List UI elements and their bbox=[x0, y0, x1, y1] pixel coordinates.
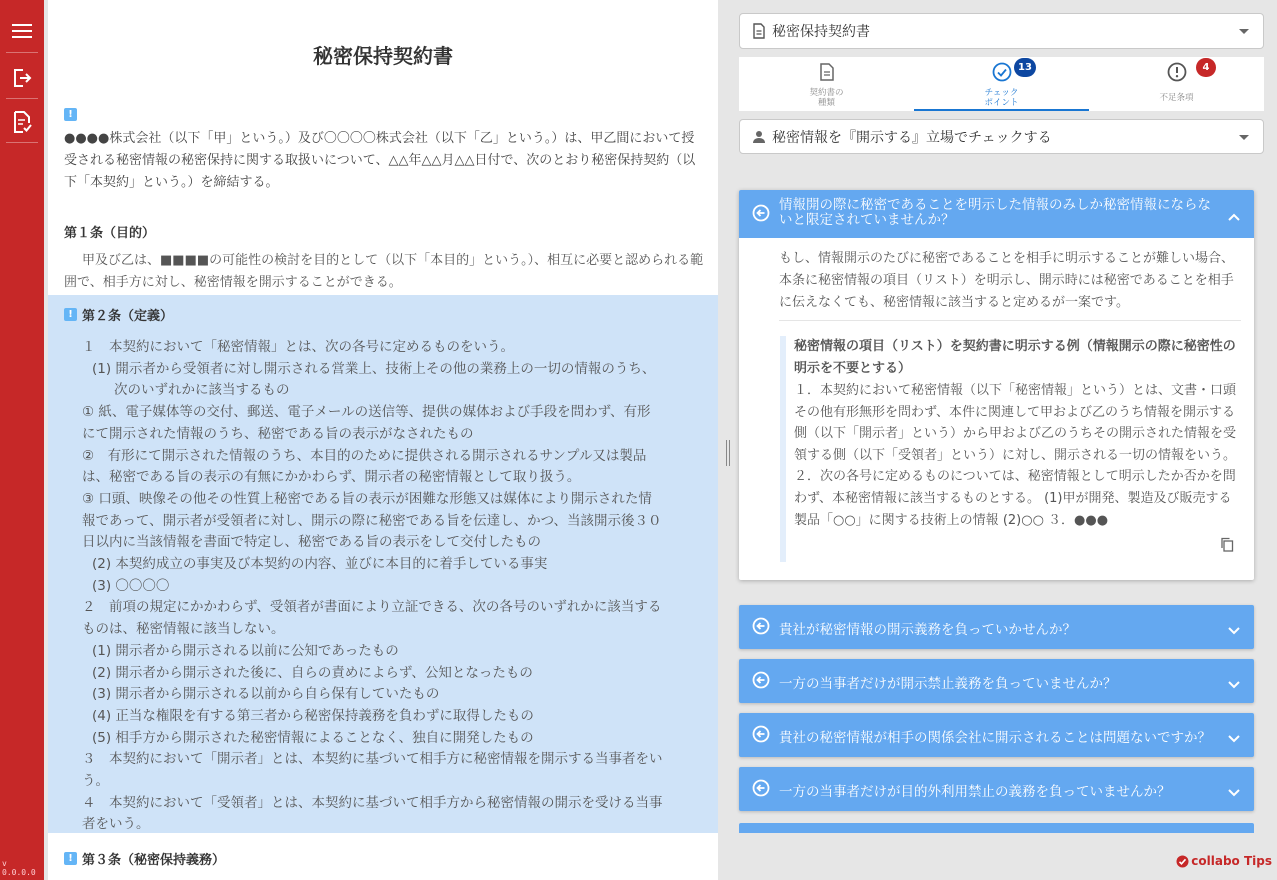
chevron-down-icon bbox=[1239, 135, 1249, 140]
tab-label: チェック ポイント bbox=[984, 88, 1019, 108]
check-point-title: 貴社の秘密情報が相手の関係会社に開示されることは問題ないですか？ bbox=[779, 730, 1211, 746]
person-icon bbox=[752, 130, 766, 144]
tab-check-points[interactable] bbox=[914, 57, 1089, 111]
chevron-down-icon bbox=[1239, 29, 1249, 34]
rail-divider bbox=[6, 98, 38, 99]
check-point-advice: もし、情報開示のたびに秘密であることを相手に明示することが難しい場合、本条に秘密情報の項目（リスト）を明示し、開示時には秘密であることを相手に伝えなくても、秘密情報に該当すると定めるが一案です。 bbox=[779, 251, 1235, 310]
article-1-title: 第１条（目的） bbox=[64, 226, 156, 241]
clause-line: (3) 開示者から開示される以前から自ら保有していたもの bbox=[92, 686, 440, 703]
intro-paragraph: ●●●●株式会社（以下「甲」という。）及び〇〇〇〇株式会社（以下「乙」という。）は、甲乙間において授受される秘密情報の秘密保持に関する取扱いについて、△△年△△月△△日付で、次のとおり秘密保持契約（以下「本契約」という。）を締結する。 bbox=[64, 131, 696, 190]
article-3-header bbox=[64, 849, 225, 868]
article-2-header bbox=[64, 305, 173, 324]
article-2-body bbox=[82, 337, 706, 836]
clause-line: ③ 口頭、映像その他その性質上秘密である旨の表示が困難な形態又は媒体により開示された情 bbox=[82, 490, 652, 507]
document-title: 秘密保持契約書 bbox=[313, 44, 453, 68]
clause-line: ３ 本契約において「開示者」とは、本契約に基づいて相手方に秘密情報を開示する当事者をい bbox=[82, 751, 663, 768]
example-body: １．本契約において秘密情報（以下「秘密情報」という）とは、文書・口頭その他有形無形を問わず、本件に関連して甲および乙のうち情報を開示する側（以下「開示者」という）から甲および乙のうちその開示された情報を受領する側（以下「受領者」という）に対し、開示される一切の情報をいう。 ２．次の各号に定めるものについては、秘密情報として明示したか否かを問わず、本秘密情報に該当するものとする。 (1)甲が開発、製造及び販売する製品「○○」に関する技術上の情報 (2)○○ ３．●●● bbox=[794, 383, 1237, 528]
arrow-left-circle-icon[interactable] bbox=[752, 725, 770, 747]
arrow-left-circle-icon[interactable] bbox=[752, 779, 770, 801]
clause-line: 次のいずれかに該当するもの bbox=[114, 382, 290, 399]
clause-line: ① 紙、電子媒体等の交付、郵送、電子メールの送信等、提供の媒体および手段を問わず、有形 bbox=[82, 404, 651, 421]
pane-splitter-handle[interactable] bbox=[726, 440, 730, 466]
chevron-down-icon[interactable] bbox=[1228, 728, 1240, 747]
active-tab-indicator bbox=[914, 109, 1089, 111]
clause-line: (4) 正当な権限を有する第三者から秘密保持義務を負わずに取得したもの bbox=[92, 707, 534, 724]
clause-line: う。 bbox=[82, 773, 109, 790]
clause-line: は、秘密である旨の表示の有無にかかわらず、開示者の秘密情報として取り扱う。 bbox=[82, 469, 581, 486]
clause-line: ２ 前項の規定にかかわらず、受領者が書面により立証できる、次の各号のいずれかに該当する bbox=[82, 599, 662, 616]
clause-line: (1) 開示者から開示される以前に公知であったもの bbox=[92, 642, 399, 659]
brand-name: collabo Tips bbox=[1191, 854, 1272, 868]
tab-label: 契約書の 種類 bbox=[809, 88, 844, 108]
check-point-title: 一方の当事者だけが開示禁止義務を負っていませんか？ bbox=[779, 676, 1117, 692]
clause-line: ４ 本契約において「受領者」とは、本契約に基づいて相手方から秘密情報の開示を受ける当事 bbox=[82, 794, 663, 811]
panel-tabs bbox=[739, 57, 1264, 111]
rail-divider bbox=[6, 142, 38, 143]
divider bbox=[779, 320, 1241, 321]
flag-icon[interactable]: ! bbox=[64, 108, 77, 121]
article-3-title: 第３条（秘密保持義務） bbox=[82, 853, 226, 868]
check-point-item[interactable] bbox=[739, 713, 1254, 757]
document-check-icon[interactable] bbox=[8, 108, 36, 136]
clause-line: 日以内に当該情報を書面で特定し、秘密である旨の表示をして交付したもの bbox=[82, 534, 541, 551]
contract-document bbox=[48, 0, 718, 880]
article-2-title: 第２条（定義） bbox=[82, 309, 174, 324]
flag-icon[interactable]: ! bbox=[64, 852, 77, 865]
clause-line: にて開示された情報のうち、秘密である旨の表示がなされたもの bbox=[82, 425, 474, 442]
article-1-body: 甲及び乙は、■■■■の可能性の検討を目的として（以下「本目的」という。）、相互に必要と認められる範囲で、相手方に対し、秘密情報を開示することができる。 bbox=[64, 253, 704, 290]
rail-divider bbox=[6, 52, 38, 53]
check-point-header[interactable] bbox=[739, 190, 1254, 238]
side-rail bbox=[0, 0, 44, 880]
alert-circle-icon bbox=[1167, 62, 1187, 82]
clause-line: (3) 〇〇〇〇 bbox=[92, 577, 170, 594]
check-point-item-partial[interactable] bbox=[739, 823, 1254, 833]
tab-missing-clauses[interactable] bbox=[1089, 57, 1264, 111]
stance-value: 秘密情報を『開示する』立場でチェックする bbox=[772, 129, 1052, 146]
check-circle-icon bbox=[992, 62, 1012, 82]
chevron-up-icon[interactable] bbox=[1228, 206, 1240, 225]
flag-icon[interactable]: ! bbox=[64, 308, 77, 321]
tab-label: 不足条項 bbox=[1159, 93, 1194, 103]
arrow-left-circle-icon[interactable] bbox=[752, 617, 770, 639]
check-point-title: 情報開の際に秘密であることを明示した情報のみしか秘密情報にならないと限定されていませんか？ bbox=[779, 197, 1211, 228]
missing-count-badge: 4 bbox=[1196, 58, 1216, 77]
clause-line: ② 有形にて開示された情報のうち、本目的のために提供される開示されるサンプル又は製品 bbox=[82, 447, 647, 464]
check-count-badge: 13 bbox=[1014, 58, 1036, 77]
clause-line: 報であって、開示者が受領者に対し、開示の際に秘密である旨を伝達し、かつ、当該開示後３０ bbox=[82, 512, 662, 529]
check-point-card-expanded bbox=[739, 190, 1254, 580]
chevron-down-icon[interactable] bbox=[1228, 674, 1240, 693]
chevron-down-icon[interactable] bbox=[1228, 620, 1240, 639]
arrow-left-circle-icon[interactable] bbox=[752, 671, 770, 693]
clause-line: １ 本契約において「秘密情報」とは、次の各号に定めるものをいう。 bbox=[82, 339, 514, 355]
example-title: 秘密情報の項目（リスト）を契約書に明示する例（情報開示の際に秘密性の明示を不要とする） bbox=[794, 339, 1236, 376]
hamburger-icon[interactable] bbox=[8, 17, 36, 45]
check-point-item[interactable] bbox=[739, 659, 1254, 703]
version-label: v 0.0.0.0 bbox=[2, 859, 36, 877]
document-icon bbox=[752, 23, 766, 39]
stance-select[interactable] bbox=[739, 119, 1264, 154]
check-point-title: 貴社が秘密情報の開示義務を負っていかせんか？ bbox=[779, 622, 1076, 638]
check-point-item[interactable] bbox=[739, 605, 1254, 649]
check-circle-icon bbox=[1176, 855, 1189, 868]
check-point-title: 一方の当事者だけが目的外利用禁止の義務を負っていませんか？ bbox=[779, 784, 1171, 800]
clause-line: 者をいう。 bbox=[82, 816, 150, 833]
clause-line: (2) 開示者から開示された後に、自らの責めによらず、公知となったもの bbox=[92, 664, 533, 681]
logout-icon[interactable] bbox=[8, 64, 36, 92]
tab-contract-type[interactable] bbox=[739, 57, 914, 111]
arrow-left-circle-icon[interactable] bbox=[752, 204, 770, 226]
example-clause-box bbox=[780, 336, 1242, 562]
clause-line: (5) 相手方から開示された秘密情報によることなく、独自に開発したもの bbox=[92, 729, 534, 746]
document-icon bbox=[817, 62, 837, 82]
clause-line: (2) 本契約成立の事実及び本契約の内容、並びに本目的に着手している事実 bbox=[92, 556, 548, 573]
contract-type-value: 秘密保持契約書 bbox=[772, 24, 870, 40]
check-point-item[interactable] bbox=[739, 767, 1254, 811]
highlighted-article-2[interactable] bbox=[48, 295, 718, 833]
copy-icon[interactable] bbox=[1220, 537, 1234, 556]
clause-line: ものは、秘密情報に該当しない。 bbox=[82, 621, 285, 638]
clause-line: (1) 開示者から受領者に対し開示される営業上、技術上その他の業務上の一切の情報のうち、 bbox=[92, 360, 656, 377]
chevron-down-icon[interactable] bbox=[1228, 782, 1240, 801]
contract-type-select[interactable] bbox=[739, 13, 1264, 49]
brand-logo[interactable] bbox=[1176, 854, 1272, 868]
